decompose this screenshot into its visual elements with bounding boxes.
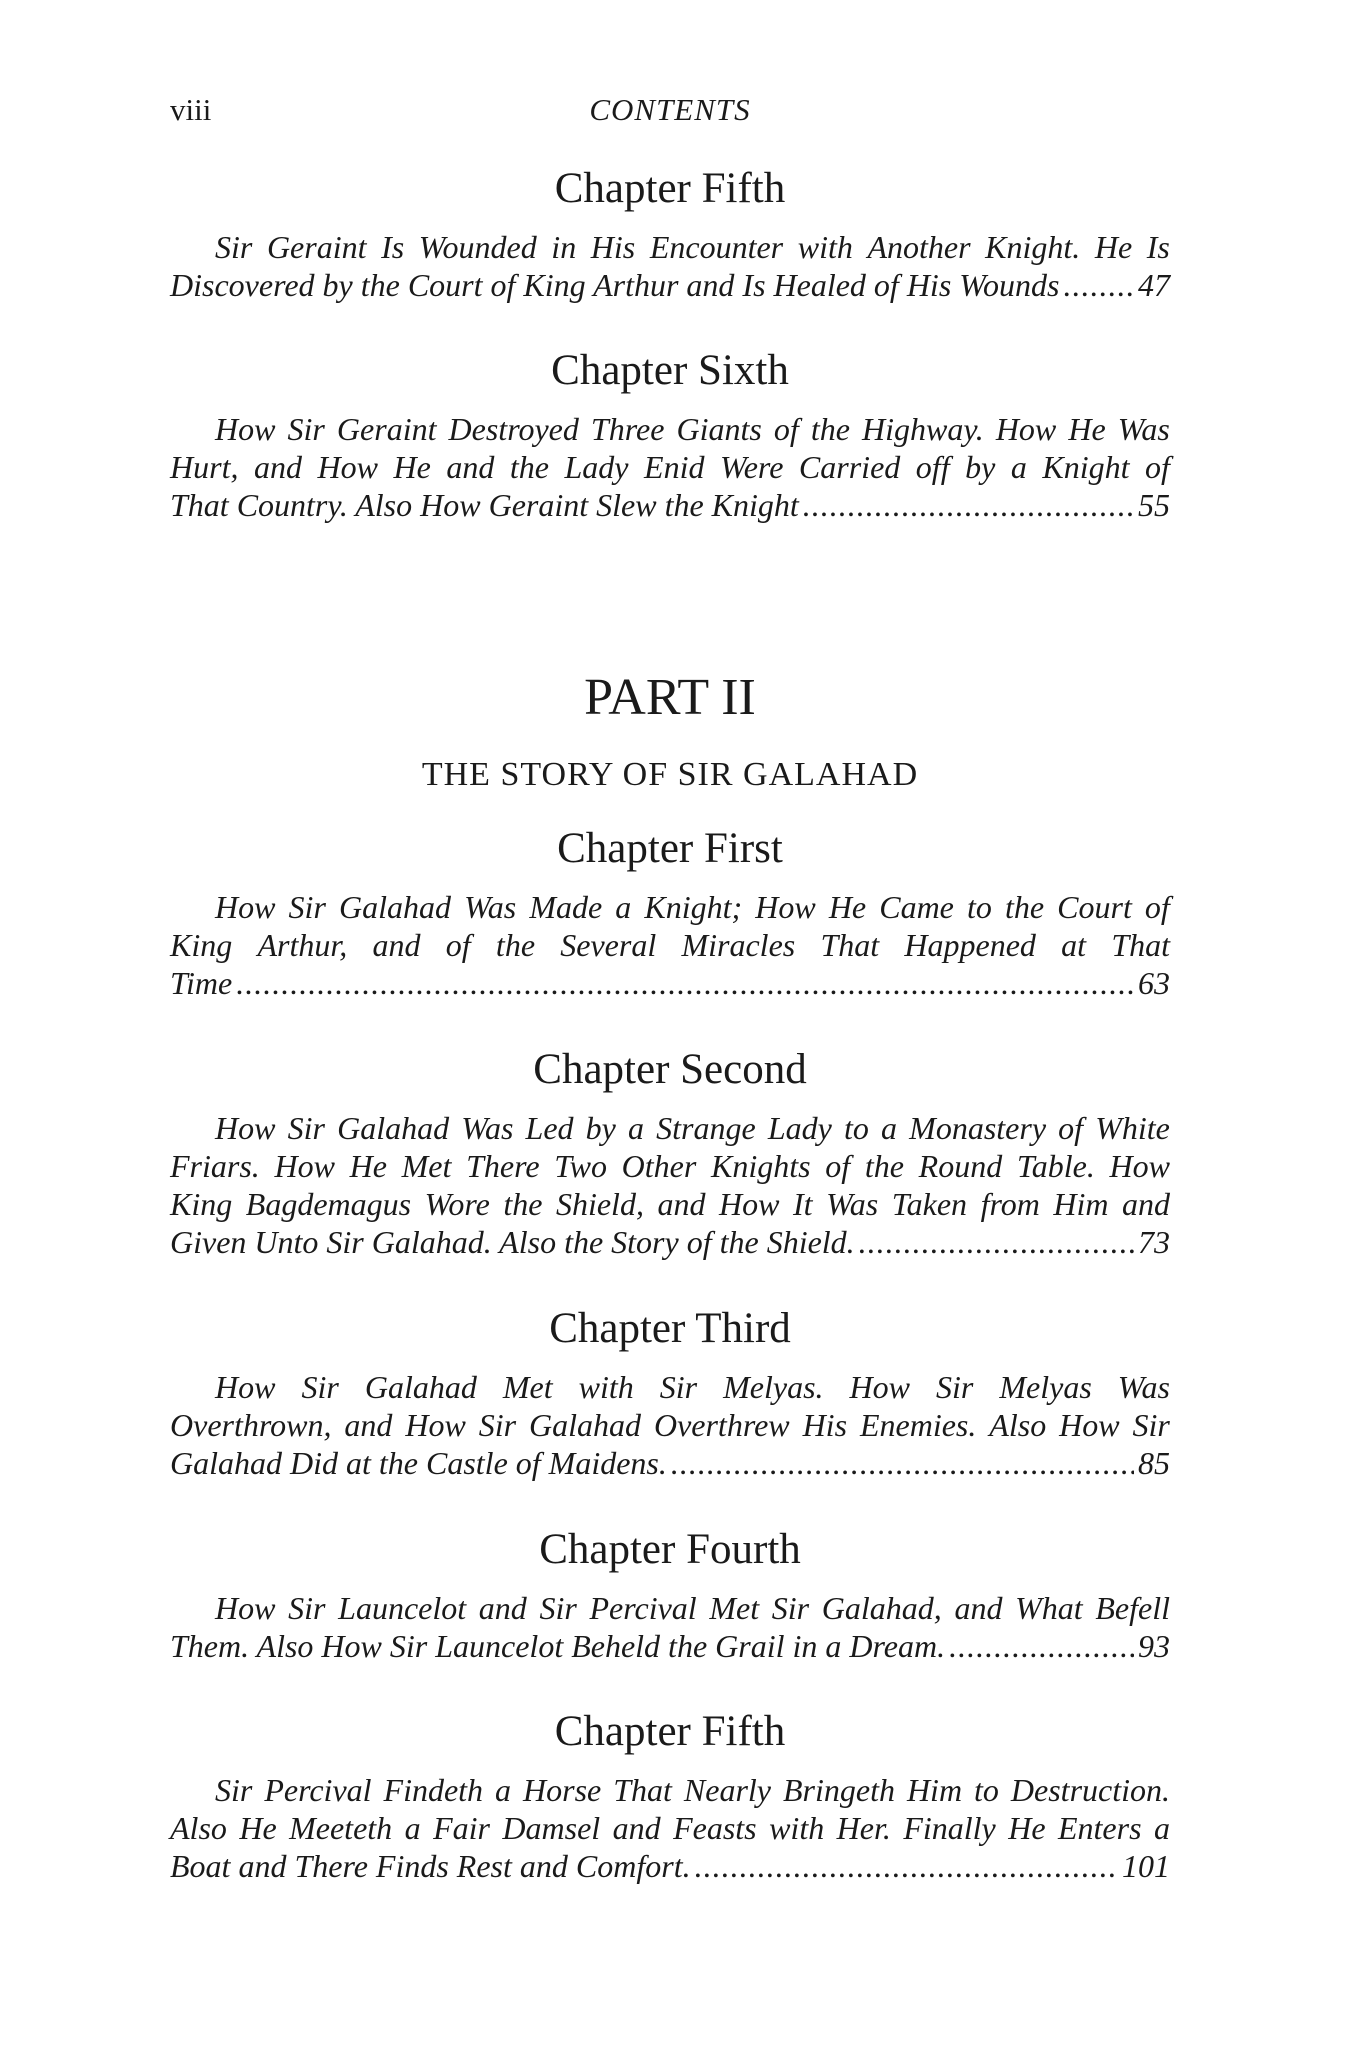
word: Taken xyxy=(891,1186,968,1222)
word: the xyxy=(509,449,549,485)
word: Nearly xyxy=(683,1772,771,1808)
entry-line: Them. Also How Sir Launcelot Beheld the Grail in a Dream. ..... 93 xyxy=(170,1628,1170,1666)
word: and xyxy=(446,449,495,485)
word: Happened xyxy=(904,927,1036,963)
word: Sir xyxy=(659,1369,698,1405)
dot-leader xyxy=(949,1628,1134,1665)
entry-line: Boat and There Finds Rest and Comfort. ..... 101 xyxy=(170,1848,1170,1886)
word: the xyxy=(864,1148,904,1184)
word: Percival xyxy=(589,1590,697,1626)
word: Met xyxy=(502,1369,553,1405)
word: Sir xyxy=(215,1772,253,1808)
word: White xyxy=(1095,1110,1170,1146)
word: Is xyxy=(381,229,405,265)
entry-line: That Country. Also How Geraint Slew the Knight ..... 55 xyxy=(170,487,1170,525)
word: Also xyxy=(170,1810,227,1846)
word: Sir xyxy=(288,1590,326,1626)
word: Highway. xyxy=(861,411,984,447)
word: the xyxy=(1004,889,1045,925)
word: Giants xyxy=(676,411,762,447)
word: and xyxy=(478,1590,527,1626)
entry-line xyxy=(170,1407,1170,1445)
word: to xyxy=(966,889,992,925)
word: a xyxy=(881,1110,898,1146)
word: Destruction. xyxy=(1010,1772,1170,1808)
entry-line xyxy=(170,1110,1170,1148)
word: He xyxy=(1008,1810,1046,1846)
part-header xyxy=(170,668,1170,796)
word: Enters xyxy=(1057,1810,1142,1846)
toc-entry xyxy=(170,345,1170,525)
word: Finally xyxy=(903,1810,996,1846)
word: a xyxy=(1010,449,1027,485)
word: Also xyxy=(989,1407,1047,1443)
entry-line xyxy=(170,449,1170,487)
word: a xyxy=(615,889,632,925)
word: Sir xyxy=(1132,1407,1170,1443)
word: with xyxy=(797,229,853,265)
word: of xyxy=(773,411,799,447)
word: a xyxy=(495,1772,512,1808)
word: Hurt, xyxy=(170,449,239,485)
word: of xyxy=(825,1148,851,1184)
word: Table. xyxy=(1016,1148,1095,1184)
entry-line xyxy=(170,1369,1170,1407)
word: Sir xyxy=(288,889,326,925)
word: to xyxy=(843,1110,869,1146)
word: Sir xyxy=(287,411,325,447)
word: Met xyxy=(401,1148,452,1184)
word: and xyxy=(344,1407,393,1443)
word: of xyxy=(445,927,471,963)
word: and xyxy=(954,1590,1003,1626)
chapter-title: Chapter Fifth xyxy=(554,1708,786,1755)
word: Carried xyxy=(798,449,901,485)
running-title: CONTENTS xyxy=(589,92,751,127)
word: Sir xyxy=(215,229,253,265)
word: His xyxy=(802,1407,848,1443)
toc-entry xyxy=(170,1706,1170,1886)
word: Sir xyxy=(301,1369,339,1405)
word: Led xyxy=(525,1110,574,1146)
word: That xyxy=(1111,927,1170,963)
word: Shield, xyxy=(555,1186,644,1222)
word: Meeteth xyxy=(289,1810,393,1846)
word: Him xyxy=(1053,1186,1109,1222)
word: Enid xyxy=(644,449,705,485)
word: How xyxy=(215,1369,276,1405)
entry-line xyxy=(170,1186,1170,1224)
word: King xyxy=(170,1186,233,1222)
word: Another xyxy=(867,229,971,265)
word: Knight; xyxy=(644,889,743,925)
chapter-title: Chapter Fourth xyxy=(539,1526,801,1573)
word: Knight. xyxy=(985,229,1081,265)
word: the xyxy=(503,1186,543,1222)
word: How xyxy=(849,1369,910,1405)
word: Fair xyxy=(433,1810,490,1846)
word: How xyxy=(995,411,1057,447)
word: His xyxy=(590,229,636,265)
word: Destroyed xyxy=(448,411,579,447)
word: in xyxy=(551,229,577,265)
word: He xyxy=(349,1148,387,1184)
word: Friars. xyxy=(170,1148,260,1184)
word: Geraint xyxy=(336,411,437,447)
chapter-title: Chapter Fifth xyxy=(554,165,786,212)
chapter-title: Chapter Sixth xyxy=(551,347,789,394)
word: How xyxy=(405,1407,466,1443)
word: from xyxy=(980,1186,1040,1222)
word: Lady xyxy=(564,449,629,485)
chapter-title: Chapter Third xyxy=(549,1305,791,1352)
word: to xyxy=(974,1772,999,1808)
entry-line: Given Unto Sir Galahad. Also the Story of the Shield. ..... 73 xyxy=(170,1224,1170,1262)
word: Encounter xyxy=(649,229,784,265)
word: and xyxy=(612,1810,661,1846)
word: Her. xyxy=(836,1810,891,1846)
page-number: 101 xyxy=(1122,1848,1170,1884)
dot-leader xyxy=(671,1445,1134,1482)
word: of xyxy=(1145,449,1170,485)
entry-line xyxy=(170,229,1170,267)
word: Is xyxy=(1146,229,1170,265)
word: How xyxy=(215,1590,276,1626)
word: How xyxy=(317,449,378,485)
entry-line: Discovered by the Court of King Arthur and Is Healed of His Wounds ..... 47 xyxy=(170,267,1170,305)
word: He xyxy=(1068,411,1106,447)
dot-leader xyxy=(803,487,1134,524)
dot-leader xyxy=(1063,267,1134,304)
entry-line xyxy=(170,1772,1170,1810)
word: Arthur, xyxy=(257,927,348,963)
word: Round xyxy=(918,1148,1003,1184)
word: Him xyxy=(906,1772,963,1808)
word: Sir xyxy=(287,1110,325,1146)
word: Monastery xyxy=(909,1110,1047,1146)
word: Three xyxy=(590,411,665,447)
word: and xyxy=(372,927,421,963)
entry-line xyxy=(170,1810,1170,1848)
word: How xyxy=(215,889,276,925)
word: Galahad xyxy=(529,1407,642,1443)
word: by xyxy=(965,449,996,485)
entry-line xyxy=(170,889,1170,927)
chapter-title: Chapter First xyxy=(557,825,783,872)
word: Findeth xyxy=(383,1772,484,1808)
word: with xyxy=(769,1810,825,1846)
toc-entry xyxy=(170,823,1170,1003)
word: How xyxy=(755,889,816,925)
part-subtitle: THE STORY OF SIR GALAHAD xyxy=(421,756,919,793)
word: Enemies. xyxy=(859,1407,977,1443)
word: Horse xyxy=(523,1772,602,1808)
dot-leader xyxy=(695,1848,1118,1885)
word: Knight xyxy=(1042,449,1130,485)
word: and xyxy=(1122,1186,1170,1222)
word: King xyxy=(170,927,233,963)
word: off xyxy=(915,449,950,485)
word: That xyxy=(613,1772,672,1808)
word: Was xyxy=(464,889,517,925)
word: with xyxy=(578,1369,634,1405)
word: a xyxy=(628,1110,645,1146)
word: at xyxy=(1061,927,1087,963)
word: Miracles xyxy=(681,927,796,963)
word: of xyxy=(1058,1110,1084,1146)
word: Befell xyxy=(1095,1590,1170,1626)
word: Wounded xyxy=(418,229,537,265)
part-heading: PART II xyxy=(584,669,756,726)
word: How xyxy=(1109,1148,1170,1184)
word: Galahad xyxy=(364,1369,477,1405)
word: by xyxy=(585,1110,616,1146)
word: Wore xyxy=(424,1186,490,1222)
word: What xyxy=(1015,1590,1083,1626)
word: Were xyxy=(720,449,784,485)
chapter-title: Chapter Second xyxy=(533,1046,807,1093)
page-number: 55 xyxy=(1138,487,1170,523)
word: Other xyxy=(621,1148,697,1184)
word: Overthrew xyxy=(653,1407,790,1443)
word: the xyxy=(810,411,850,447)
word: Overthrown, xyxy=(170,1407,332,1443)
dot-leader xyxy=(236,965,1134,1002)
word: Was xyxy=(826,1186,879,1222)
page-number: 63 xyxy=(1138,965,1170,1001)
word: Two xyxy=(554,1148,607,1184)
contents-page xyxy=(170,0,1170,2048)
word: Percival xyxy=(264,1772,372,1808)
word: Galahad, xyxy=(821,1590,942,1626)
entry-line xyxy=(170,927,1170,965)
word: the xyxy=(495,927,536,963)
entry-line xyxy=(170,1590,1170,1628)
word: How xyxy=(1059,1407,1120,1443)
word: How xyxy=(215,411,276,447)
word: Court xyxy=(1057,889,1132,925)
word: How xyxy=(719,1186,780,1222)
word: There xyxy=(466,1148,540,1184)
word: Was xyxy=(1117,411,1170,447)
word: Came xyxy=(879,889,954,925)
word: of xyxy=(1144,889,1170,925)
word: Was xyxy=(1117,1369,1170,1405)
word: Launcelot xyxy=(338,1590,467,1626)
page-number: 85 xyxy=(1138,1445,1170,1481)
word: Sir xyxy=(539,1590,577,1626)
word: Melyas. xyxy=(723,1369,824,1405)
page-number: 47 xyxy=(1138,267,1170,303)
word: Strange xyxy=(656,1110,756,1146)
entry-line: Time ..... 63 xyxy=(170,965,1170,1003)
word: He xyxy=(239,1810,277,1846)
word: That xyxy=(820,927,880,963)
word: He xyxy=(393,449,431,485)
word: Sir xyxy=(936,1369,974,1405)
word: Galahad xyxy=(337,1110,450,1146)
running-head xyxy=(170,92,1170,136)
page-number: 73 xyxy=(1138,1224,1170,1260)
toc-entry xyxy=(170,1044,1170,1262)
word: Sir xyxy=(478,1407,517,1443)
word: Knights xyxy=(711,1148,811,1184)
word: It xyxy=(792,1186,813,1222)
word: Lady xyxy=(767,1110,832,1146)
entry-line xyxy=(170,1148,1170,1186)
word: a xyxy=(404,1810,421,1846)
word: Bagdemagus xyxy=(245,1186,412,1222)
dot-leader xyxy=(859,1224,1134,1261)
word: Galahad xyxy=(338,889,451,925)
word: Several xyxy=(560,927,657,963)
page-number: 93 xyxy=(1138,1628,1170,1664)
entry-line: Galahad Did at the Castle of Maidens. ..... 85 xyxy=(170,1445,1170,1483)
word: Feasts xyxy=(673,1810,757,1846)
word: How xyxy=(274,1148,335,1184)
toc-entry xyxy=(170,163,1170,305)
entry-line xyxy=(170,411,1170,449)
word: Made xyxy=(529,889,603,925)
word: Bringeth xyxy=(782,1772,895,1808)
word: He xyxy=(828,889,867,925)
word: and xyxy=(657,1186,706,1222)
word: Was xyxy=(461,1110,514,1146)
word: a xyxy=(1153,1810,1170,1846)
toc-entry xyxy=(170,1524,1170,1666)
word: Met xyxy=(709,1590,760,1626)
word: He xyxy=(1094,229,1133,265)
word: and xyxy=(253,449,302,485)
word: Geraint xyxy=(266,229,367,265)
page-folio: viii xyxy=(170,92,212,127)
toc-entry xyxy=(170,1303,1170,1483)
word: Damsel xyxy=(502,1810,601,1846)
word: Sir xyxy=(771,1590,810,1626)
word: How xyxy=(215,1110,276,1146)
word: Melyas xyxy=(999,1369,1092,1405)
